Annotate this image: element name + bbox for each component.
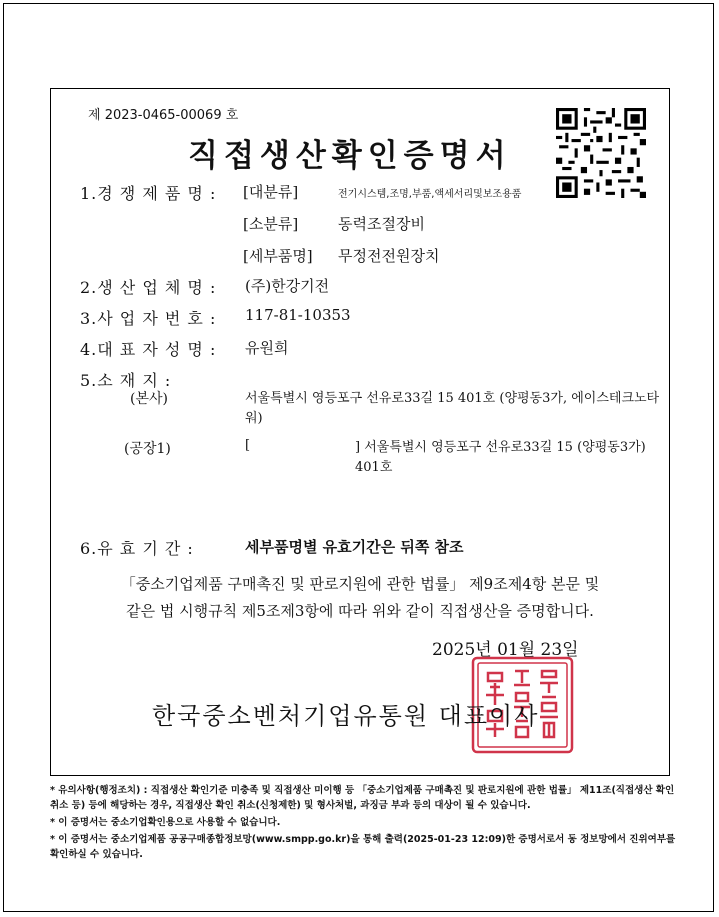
- certificate-number: 제 2023-0465-00069 호: [88, 108, 239, 123]
- note-item: * 이 증명서는 중소기업확인용으로 사용할 수 없습니다.: [50, 817, 281, 828]
- validity-value: 세부품명별 유효기간은 뒤쪽 참조: [245, 538, 464, 556]
- note-item: * 유의사항(행정조치) : 직접생산 확인기준 미충족 및 직접생산 미이행 등 「중소기업제품 구매촉진 및 판로지원에 관한 법률」 제11조(직접생산 확인 취소 등) 등에 해당하는 경우, 직접생산 확인 취소(신청제한) 및 형사처벌, 과징금 부과 등의 대상이 될 수 있습니다.: [50, 785, 675, 811]
- representative-label: 4.대 표 자 성 명 :: [80, 340, 217, 359]
- statement-line-1: 「중소기업제품 구매촉진 및 판로지원에 관한 법률」 제9조제4항 본문 및: [120, 575, 600, 593]
- detail-product-tag: [세부품명]: [243, 247, 313, 265]
- document-title: 직접생산확인증명서: [188, 138, 512, 174]
- notes-section: [50, 783, 680, 864]
- product-label: 1.경 쟁 제 품 명 :: [80, 184, 217, 203]
- detail-product-value: 무정전전원장치: [338, 247, 440, 265]
- major-category-tag: [대분류]: [243, 183, 299, 201]
- note-item: * 이 증명서는 중소기업제품 공공구매종합정보망(www.smpp.go.kr)을 통해 출력(2025-01-23 12:09)한 증명서로서 동 정보망에서 진위여부를 확인하실 수 있습니다.: [50, 834, 676, 860]
- location-label: 5.소 재 지 :: [80, 371, 172, 390]
- major-category-value: 전기시스템,조명,부품,액세서리및보조용품: [338, 189, 522, 200]
- factory-bracket: [: [245, 438, 251, 453]
- issue-date: 2025년 01월 23일: [432, 640, 579, 660]
- factory-address: ] 서울특별시 영등포구 선유로33길 15 (양평동3가) 401호: [355, 440, 646, 475]
- minor-category-tag: [소분류]: [243, 215, 299, 233]
- company-value: (주)한강기전: [245, 277, 330, 295]
- business-number-label: 3.사 업 자 번 호 :: [80, 309, 217, 328]
- qr-code-icon: [556, 108, 646, 198]
- minor-category-value: 동력조절장비: [338, 215, 425, 233]
- head-office-label: (본사): [130, 391, 168, 407]
- statement-line-2: 같은 법 시행규칙 제5조제3항에 따라 위와 같이 직접생산을 증명합니다.: [126, 602, 594, 620]
- representative-value: 유원희: [245, 339, 289, 357]
- factory-label: (공장1): [124, 441, 171, 457]
- business-number-value: 117-81-10353: [245, 306, 351, 324]
- validity-label: 6.유 효 기 간 :: [80, 539, 194, 558]
- head-office-address: 서울특별시 영등포구 선유로33길 15 401호 (양평동3가, 에이스테크노타워): [245, 391, 660, 426]
- issuer-name: 한국중소벤처기업유통원 대표이사: [152, 702, 540, 730]
- company-label: 2.생 산 업 체 명 :: [80, 278, 217, 297]
